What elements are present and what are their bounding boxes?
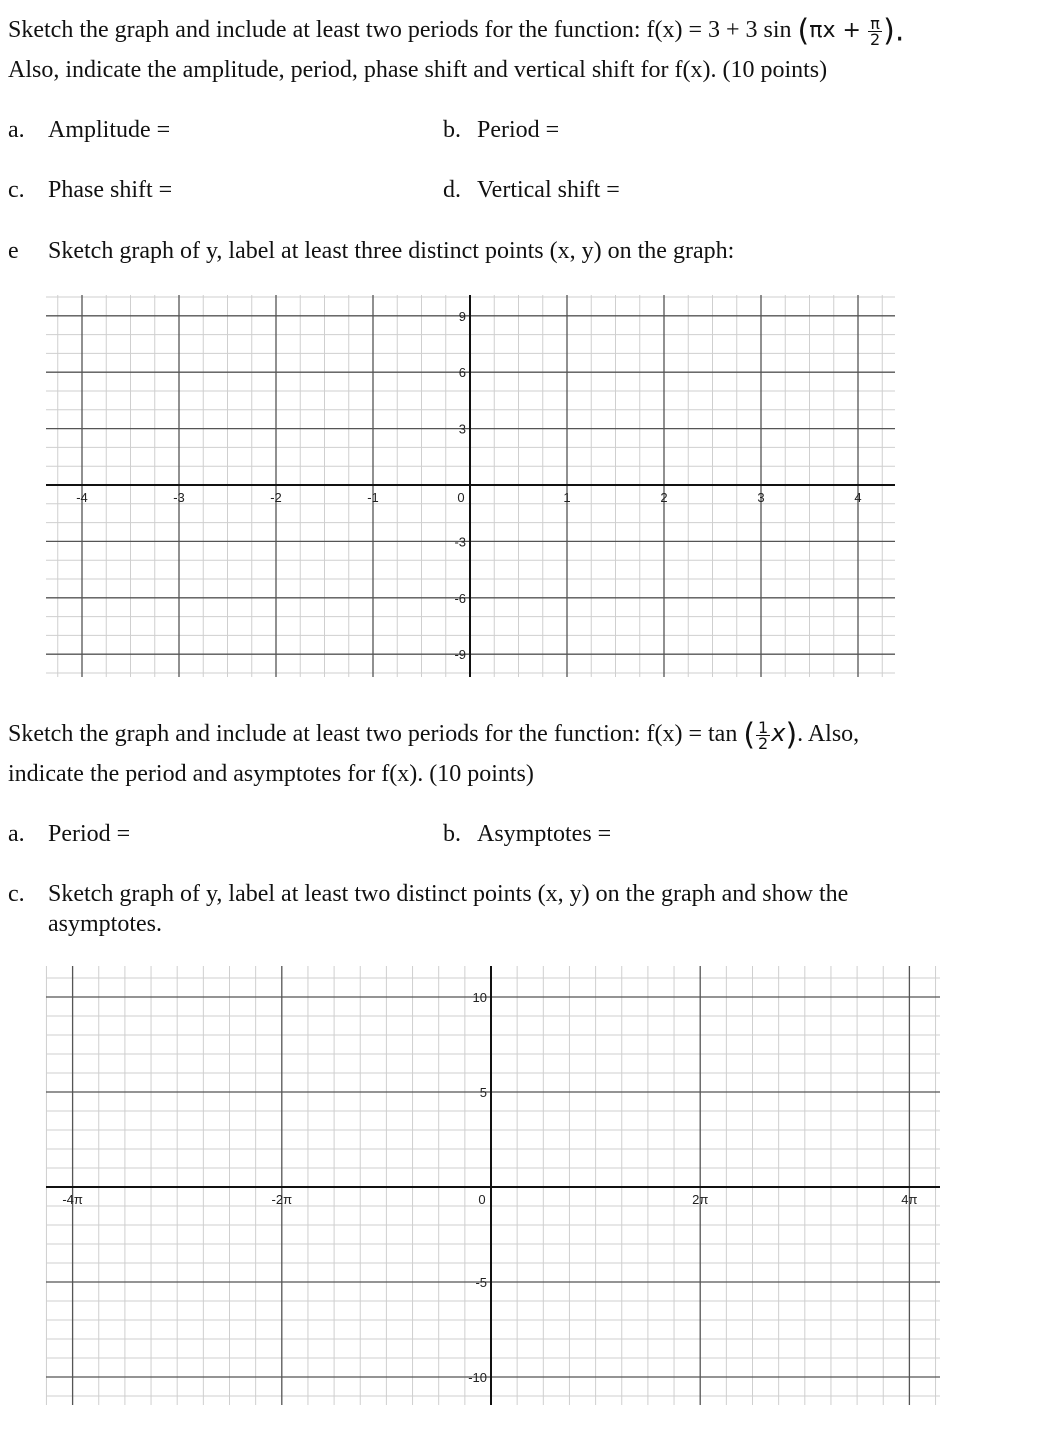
x-tick-label: -2π [271, 1192, 293, 1207]
x-tick-label: 0 [478, 1192, 486, 1207]
inner-expression: πx + [809, 18, 861, 44]
fraction-numerator: 1 [758, 717, 769, 737]
problem1-prompt-line2: Also, indicate the amplitude, period, phase shift and vertical shift for f(x). (10 points) [8, 57, 828, 83]
fraction-denominator: 2 [869, 30, 881, 49]
y-tick-label: -5 [475, 1275, 487, 1290]
y-tick-label: 9 [458, 308, 466, 324]
x-tick-label: 2 [660, 490, 668, 505]
phase-shift-label: Phase shift = [48, 177, 173, 203]
paren-open: ( [797, 13, 810, 49]
problem2-prompt-line2: indicate the period and asymptotes for f(x). (10 points) [8, 761, 534, 787]
x-tick-label: 1 [563, 490, 571, 505]
y-tick-label: -3 [454, 534, 466, 550]
one-half-fraction [756, 717, 770, 753]
paren-close: ) [785, 717, 798, 753]
item-letter-a: a. [8, 821, 25, 847]
period-label: Period = [477, 117, 560, 143]
fraction-denominator: 2 [758, 733, 769, 753]
x-tick-label: -4π [62, 1192, 83, 1207]
item-letter-c: c. [8, 177, 25, 203]
item-letter-c: c. [8, 881, 25, 907]
vertical-shift-label: Vertical shift = [477, 177, 620, 203]
paren-close: ). [883, 13, 905, 49]
pi-over-2-fraction [868, 16, 882, 47]
variable-x: x [771, 719, 786, 747]
tangent-graph-grid [0, 962, 1064, 1412]
x-tick-label: 4 [854, 490, 862, 505]
y-tick-label: -9 [454, 647, 466, 663]
problem2-prompt-tail: . Also, [797, 721, 860, 747]
asymptotes-label: Asymptotes = [477, 821, 612, 847]
x-tick-label: -3 [173, 490, 185, 505]
x-tick-label: -1 [367, 490, 379, 505]
sketch-instruction: Sketch graph of y, label at least two distinct points (x, y) on the graph and show the [48, 881, 849, 907]
x-tick-label: 0 [457, 490, 465, 505]
sketch-instruction: Sketch graph of y, label at least three distinct points (x, y) on the graph: [48, 238, 735, 264]
y-tick-label: 6 [458, 365, 466, 381]
problem1-prompt-text: Sketch the graph and include at least two periods for the function: f(x) = 3 + 3 sin [8, 17, 792, 44]
x-tick-label: -2 [270, 490, 282, 505]
x-tick-label: 4π [901, 1192, 918, 1207]
sine-graph-grid [0, 290, 1064, 690]
sketch-instruction-line2: asymptotes. [48, 911, 162, 937]
item-letter-a: a. [8, 117, 25, 143]
amplitude-label: Amplitude = [48, 117, 171, 143]
y-tick-label: 10 [472, 990, 487, 1005]
y-tick-label: -6 [454, 590, 466, 606]
item-letter-b: b. [443, 117, 461, 143]
fraction-numerator: π [868, 16, 882, 32]
y-tick-label: -10 [468, 1370, 487, 1385]
y-tick-label: 5 [479, 1085, 487, 1100]
x-tick-label: 3 [757, 490, 765, 505]
y-tick-label: 3 [458, 421, 466, 437]
problem1-prompt-line1 [8, 13, 905, 49]
x-tick-label: -4 [76, 490, 88, 505]
period-label: Period = [48, 821, 131, 847]
problem2-prompt-text: Sketch the graph and include at least two periods for the function: f(x) = tan [8, 721, 738, 747]
paren-open: ( [743, 717, 756, 753]
x-tick-label: 2π [692, 1192, 709, 1207]
item-letter-d: d. [443, 177, 461, 203]
item-letter-b: b. [443, 821, 461, 847]
problem2-prompt-line1 [8, 719, 859, 751]
item-letter-e: e [8, 238, 19, 264]
